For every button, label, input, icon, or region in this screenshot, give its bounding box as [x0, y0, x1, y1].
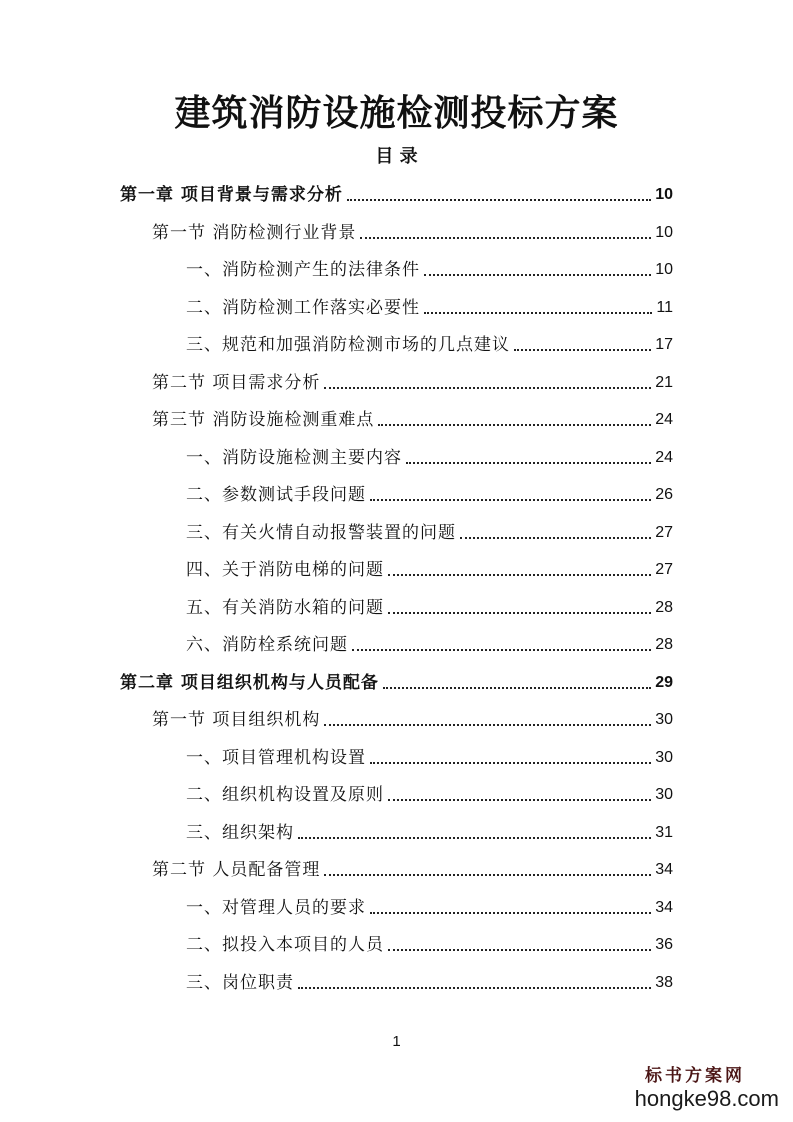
toc-entry-page-number: 38: [655, 973, 673, 991]
toc-subsection-entry[interactable]: [186, 589, 673, 619]
toc-dot-leader: [324, 387, 651, 389]
toc-subsection-entry[interactable]: [186, 964, 673, 994]
document-title: 建筑消防设施检测投标方案: [174, 93, 619, 134]
toc-subsection-entry[interactable]: [186, 926, 673, 956]
toc-dot-leader: [388, 949, 651, 951]
toc-entry-title: 第一章 项目背景与需求分析: [120, 185, 343, 205]
toc-entry-title: 二、拟投入本项目的人员: [186, 935, 384, 955]
toc-entry-title: 三、岗位职责: [186, 972, 294, 993]
toc-entry-page-number: 36: [655, 936, 673, 953]
toc-entry-page-number: 10: [655, 223, 673, 241]
toc-entry-title: 二、参数测试手段问题: [186, 485, 366, 505]
toc-entry-title: 五、有关消防水箱的问题: [186, 597, 384, 618]
toc-subsection-entry[interactable]: [186, 514, 673, 544]
watermark-logo: [635, 1066, 779, 1112]
toc-entry-title: 四、关于消防电梯的问题: [186, 560, 384, 580]
toc-entry-page-number: 27: [655, 523, 673, 541]
toc-dot-leader: [388, 799, 651, 801]
toc-entry-page-number: 30: [655, 711, 673, 728]
toc-entry-page-number: 31: [655, 823, 673, 841]
toc-entry-page-number: 24: [655, 448, 673, 466]
watermark-site-name: 标书方案网: [645, 1066, 745, 1086]
toc-entry-title: 三、规范和加强消防检测市场的几点建议: [186, 335, 510, 355]
toc-dot-leader: [298, 987, 651, 989]
toc-entry-title: 第二节 项目需求分析: [152, 372, 321, 393]
toc-subsection-entry[interactable]: [186, 251, 673, 281]
page-number: 1: [392, 1033, 401, 1050]
toc-dot-leader: [388, 612, 651, 614]
toc-entry-page-number: 28: [655, 636, 673, 653]
toc-entry-title: 六、消防栓系统问题: [186, 635, 348, 655]
toc-dot-leader: [324, 724, 651, 726]
toc-section-entry[interactable]: [152, 364, 673, 394]
toc-entry-title: 一、消防设施检测主要内容: [186, 447, 402, 468]
toc-chapter-entry[interactable]: [120, 664, 673, 694]
toc-dot-leader: [383, 687, 651, 689]
toc-dot-leader: [406, 462, 651, 464]
toc-section-entry[interactable]: [152, 851, 673, 881]
toc-dot-leader: [424, 274, 651, 276]
toc-entry-page-number: 10: [655, 261, 673, 278]
toc-entry-title: 第一节 项目组织机构: [152, 710, 321, 730]
toc-subsection-entry[interactable]: [186, 626, 673, 656]
toc-subsection-entry[interactable]: [186, 739, 673, 769]
toc-subsection-entry[interactable]: [186, 326, 673, 356]
toc-dot-leader: [370, 499, 651, 501]
toc-subsection-entry[interactable]: [186, 889, 673, 919]
toc-entry-page-number: 34: [655, 861, 673, 878]
toc-entry-page-number: 26: [655, 486, 673, 503]
toc-subsection-entry[interactable]: [186, 776, 673, 806]
toc-entry-page-number: 10: [655, 186, 673, 203]
toc-entry-title: 第二章 项目组织机构与人员配备: [120, 672, 379, 693]
watermark-url: hongke98.com: [634, 1086, 779, 1111]
toc-dot-leader: [460, 537, 651, 539]
toc-section-entry[interactable]: [152, 401, 673, 431]
toc-section-entry[interactable]: [152, 701, 673, 731]
toc-entry-title: 三、有关火情自动报警装置的问题: [186, 522, 456, 543]
toc-dot-leader: [360, 237, 651, 239]
toc-entry-title: 第三节 消防设施检测重难点: [152, 410, 375, 430]
toc-subsection-entry[interactable]: [186, 289, 673, 319]
toc-entry-page-number: 17: [655, 336, 673, 353]
toc-entry-title: 一、项目管理机构设置: [186, 747, 366, 768]
toc-dot-leader: [514, 349, 651, 351]
toc-dot-leader: [347, 199, 651, 201]
toc-dot-leader: [298, 837, 651, 839]
toc-heading: 目 录: [375, 146, 418, 167]
toc-entry-page-number: 29: [655, 673, 673, 691]
toc-entry-title: 第一节 消防检测行业背景: [152, 222, 357, 243]
toc-entry-page-number: 28: [655, 598, 673, 616]
toc-dot-leader: [352, 649, 651, 651]
toc-subsection-entry[interactable]: [186, 476, 673, 506]
toc-dot-leader: [378, 424, 651, 426]
toc-entry-page-number: 30: [655, 786, 673, 803]
toc-dot-leader: [370, 912, 651, 914]
toc-dot-leader: [424, 312, 652, 314]
toc-subsection-entry[interactable]: [186, 439, 673, 469]
toc-subsection-entry[interactable]: [186, 814, 673, 844]
toc-entry-page-number: 34: [655, 898, 673, 916]
toc-entry-title: 二、消防检测工作落实必要性: [186, 297, 420, 318]
toc-entry-page-number: 24: [655, 411, 673, 428]
toc-entry-page-number: 30: [655, 748, 673, 766]
toc-dot-leader: [388, 574, 651, 576]
toc-entry-page-number: 11: [656, 298, 673, 316]
toc-entry-title: 第二节 人员配备管理: [152, 860, 321, 880]
toc-entry-page-number: 27: [655, 561, 673, 578]
toc-entry-title: 三、组织架构: [186, 822, 294, 843]
toc-dot-leader: [370, 762, 651, 764]
toc-subsection-entry[interactable]: [186, 551, 673, 581]
toc-section-entry[interactable]: [152, 214, 673, 244]
toc-entry-title: 一、消防检测产生的法律条件: [186, 260, 420, 280]
toc-dot-leader: [324, 874, 651, 876]
toc-chapter-entry[interactable]: [120, 176, 673, 206]
toc-entry-title: 一、对管理人员的要求: [186, 897, 366, 918]
toc-entry-page-number: 21: [655, 373, 673, 391]
toc-entry-title: 二、组织机构设置及原则: [186, 785, 384, 805]
